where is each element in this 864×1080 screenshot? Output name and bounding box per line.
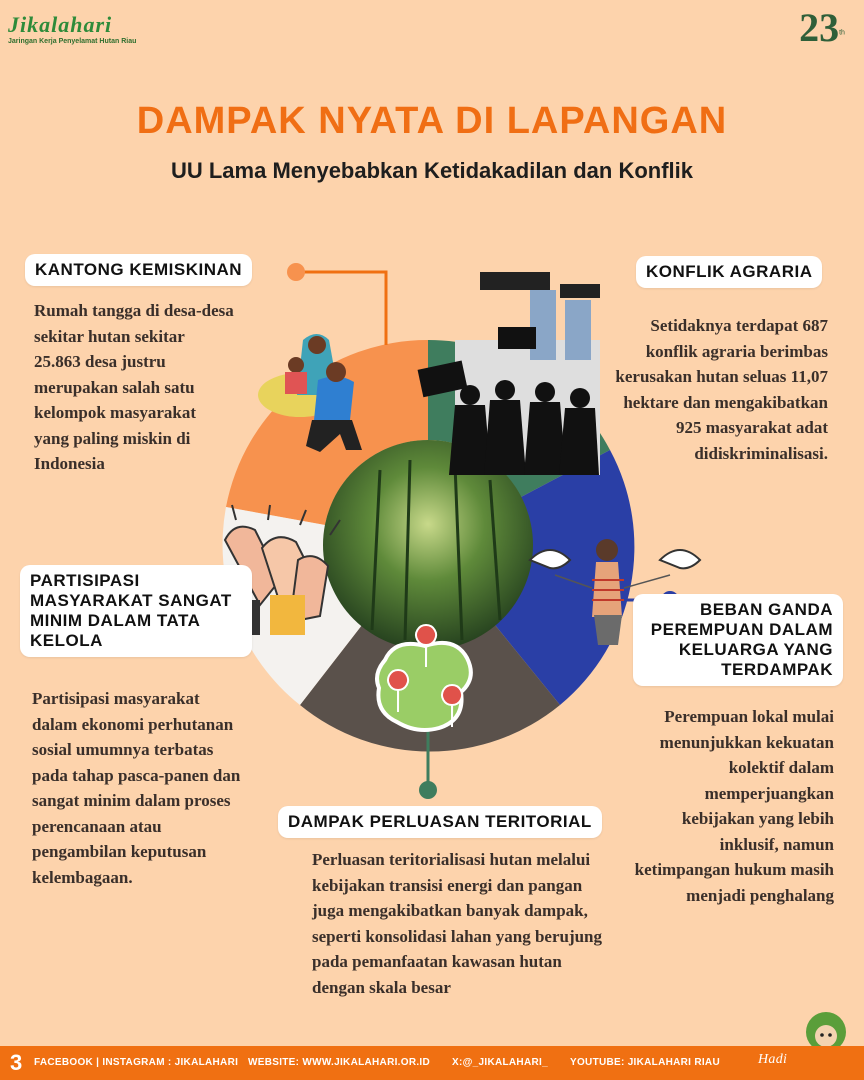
logo-tagline: Jaringan Kerja Penyelamat Hutan Riau (8, 38, 137, 45)
text-partisipasi: Partisipasi masyarakat dalam ekonomi perhutanan sosial umumnya terbatas pada tahap pasca-panen dan sangat minim dalam proses perencanaan atau pengambilan keputusan kelembagaan. (32, 689, 241, 887)
logo: Jikalahari (8, 12, 113, 37)
text-kantong-kemiskinan: Rumah tangga di desa-desa sekitar hutan sekitar 25.863 desa justru merupakan salah satu kelompok masyarakat yang paling miskin di Indonesia (34, 301, 234, 473)
footer-x: X:@_JIKALAHARI_ (452, 1057, 548, 1068)
anniversary-suffix: th (839, 29, 845, 37)
text-perluasan-teritorial: Perluasan teritorialisasi hutan melalui kebijakan transisi energi dan pangan juga mengakibatkan banyak dampak, seperti konsolidasi lahan yang berujung pada pemanfaatan kawasan hutan dengan skala besar (312, 850, 603, 997)
page-number: 3 (10, 1050, 23, 1075)
page-subtitle: UU Lama Menyebabkan Ketidakadilan dan Konflik (170, 158, 693, 183)
footer-youtube: YOUTUBE: JIKALAHARI RIAU (570, 1057, 720, 1068)
label-kantong-kemiskinan: KANTONG KEMISKINAN (25, 254, 252, 286)
label-beban-ganda-perempuan: BEBAN GANDA PEREMPUAN DALAM KELUARGA YANG TERDAMPAK (633, 594, 843, 686)
label-partisipasi: PARTISIPASI MASYARAKAT SANGAT MINIM DALAM TATA KELOLA (20, 565, 252, 657)
connector-kemiskinan (296, 272, 386, 345)
anniversary-number: 23 (799, 5, 840, 50)
text-beban-ganda-perempuan: Perempuan lokal mulai menunjukkan kekuatan kolektif dalam memperjuangkan kebijakan yang lebih inklusif, namun ketimpangan hukum masih menjadi penghalang (634, 707, 834, 905)
artist-signature: Hadi (758, 1052, 788, 1067)
label-perluasan-teritorial: DAMPAK PERLUASAN TERITORIAL (278, 806, 602, 838)
footer-website: WEBSITE: WWW.JIKALAHARI.OR.ID (248, 1057, 431, 1068)
footer-social: FACEBOOK | INSTAGRAM : JIKALAHARI (34, 1057, 239, 1068)
connector-dot-teritorial (419, 781, 437, 799)
text-konflik-agraria: Setidaknya terdapat 687 konflik agraria berimbas kerusakan hutan seluas 11,07 hektare dan mengakibatkan 925 masyarakat adat didiskriminalisasi. (615, 316, 828, 463)
page-title: DAMPAK NYATA DI LAPANGAN (136, 100, 728, 142)
label-konflik-agraria: KONFLIK AGRARIA (636, 256, 822, 288)
connector-dot-kemiskinan (287, 263, 305, 281)
footer-bar (0, 1046, 864, 1080)
